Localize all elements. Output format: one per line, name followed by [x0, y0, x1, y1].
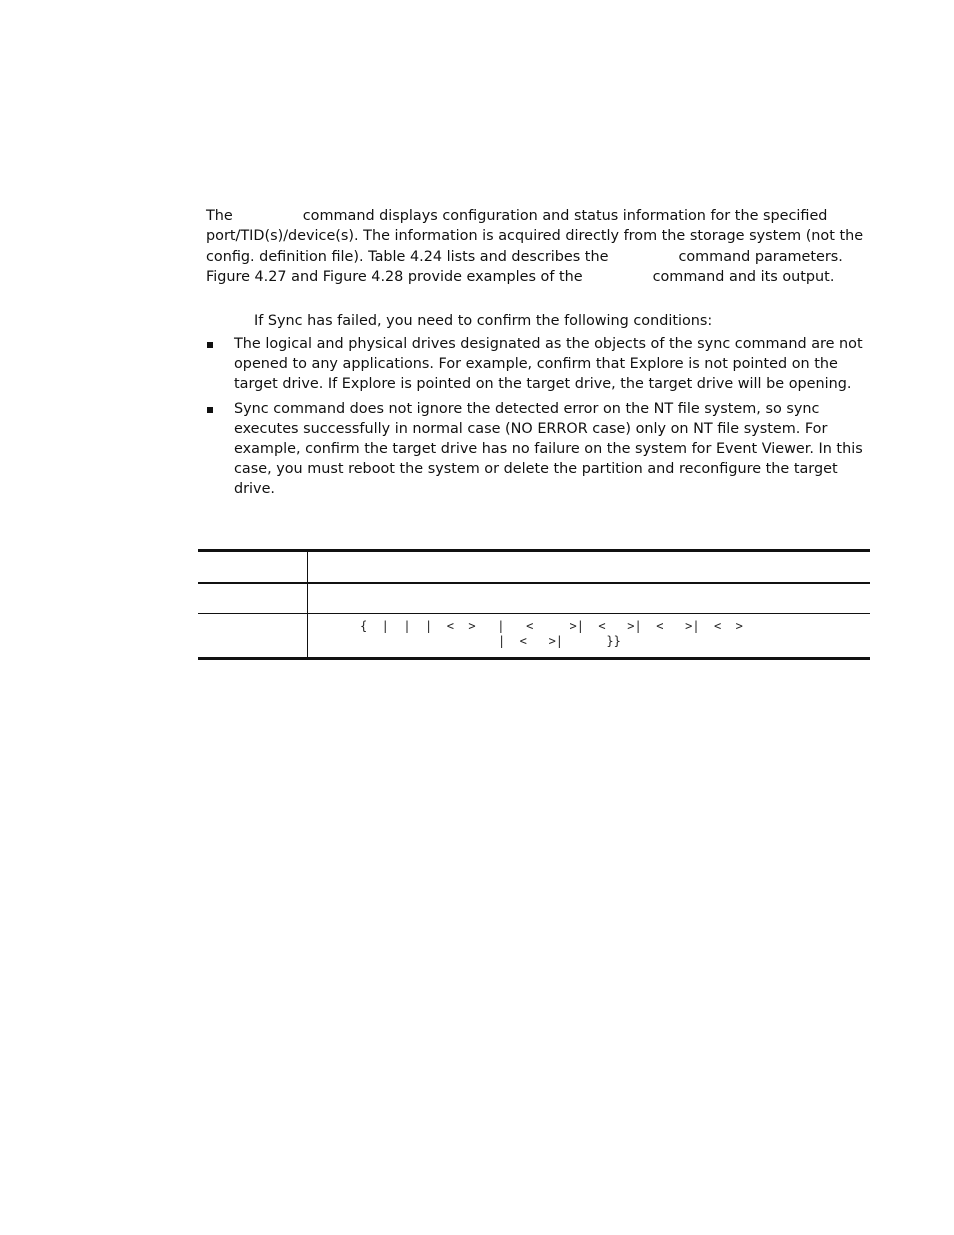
table-row	[198, 583, 870, 614]
table-cell	[198, 551, 308, 584]
command-parameters-table	[198, 549, 870, 660]
paragraph-line-1: The command displays configuration and status information for the specified	[206, 208, 828, 224]
syntax-text: { | | | < > | < >| < >| < >| < > | < >| }}	[360, 619, 743, 648]
paragraph-line-4: Figure 4.27 and Figure 4.28 provide examples of the command and its output.	[206, 269, 835, 286]
table-cell	[308, 583, 871, 614]
table-row	[198, 614, 870, 659]
note-text: If Sync has failed, you need to confirm the following conditions:	[254, 313, 713, 329]
list-item: The logical and physical drives designated as the objects of the sync command are not opened to any applications. For example, confirm that Explore is not pointed on the target drive. If Explore is pointed on the target drive, the target drive will be opening.	[206, 334, 866, 395]
list-item: Sync command does not ignore the detected error on the NT file system, so sync executes successfully in normal case (NO ERROR case) only on NT file system. For example, confirm the target drive has no failure on the system for Event Viewer. In this case, you must reboot the system or delete the partition and reconfigure the target drive.	[206, 399, 866, 500]
table-cell	[198, 583, 308, 614]
syntax-cell	[308, 614, 871, 659]
table-cell	[308, 551, 871, 584]
conditions-list	[206, 334, 866, 504]
paragraph-line-3: config. definition file). Table 4.24 lists and describes the command parameters.	[206, 248, 843, 265]
paragraph-line-2: port/TID(s)/device(s). The information is acquired directly from the storage system (not the	[206, 228, 864, 245]
square-bullet-icon	[207, 407, 213, 413]
table-header-row	[198, 551, 870, 584]
table-cell	[198, 614, 308, 659]
square-bullet-icon	[207, 342, 213, 348]
description-paragraph	[206, 206, 866, 288]
